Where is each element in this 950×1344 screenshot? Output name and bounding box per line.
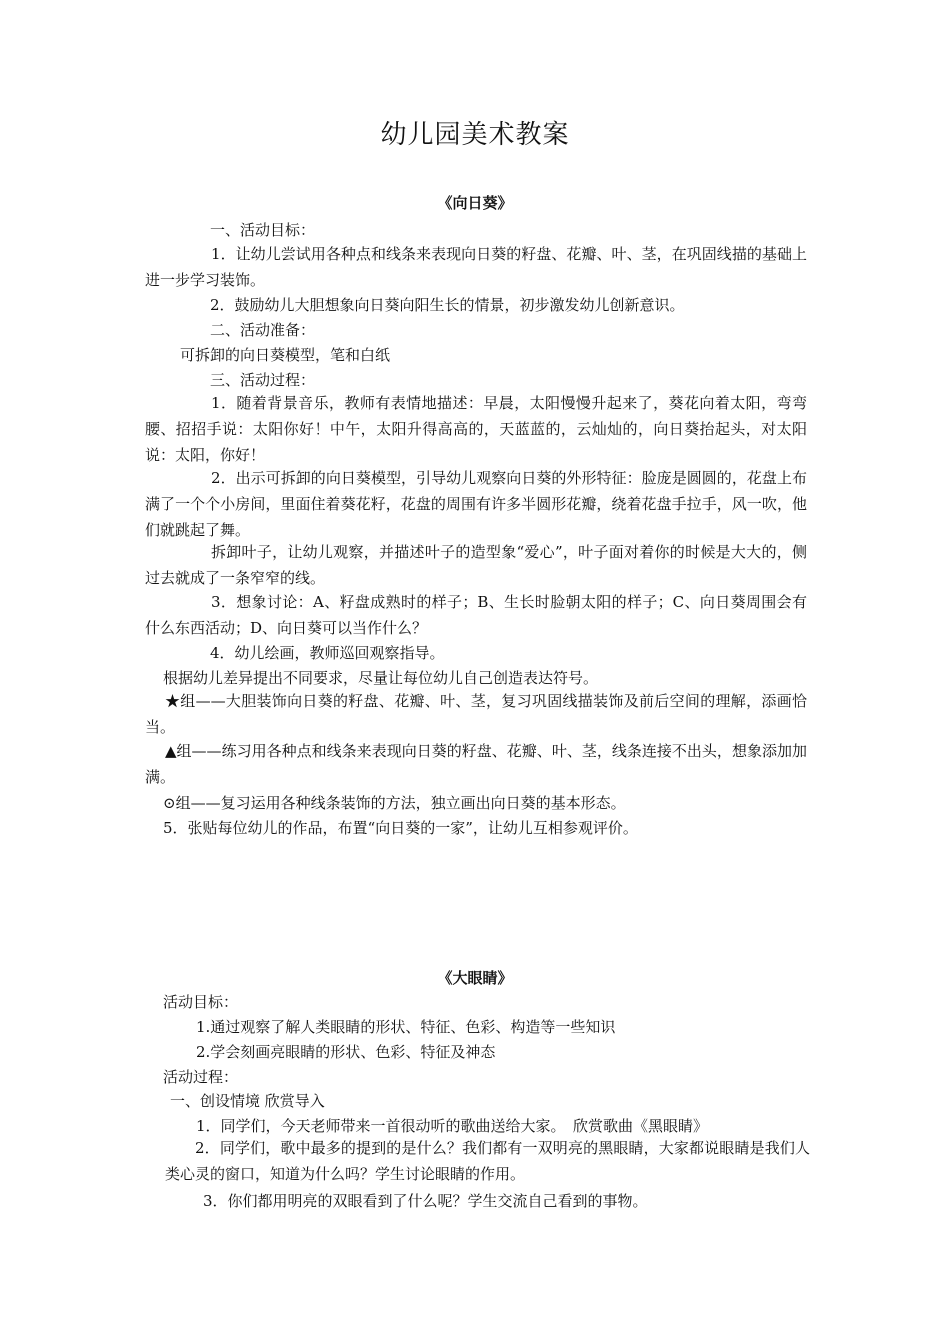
process-step: 2．同学们，歌中最多的提到的是什么？我们都有一双明亮的黑眼睛，大家都说眼睛是我们人类心灵的窗口，知道为什么吗？学生讨论眼睛的作用。 xyxy=(165,1139,810,1183)
process-step: 拆卸叶子，让幼儿观察，并描述叶子的造型象“爱心”，叶子面对着你的时候是大大的，侧过去就成了一条窄窄的线。 xyxy=(145,543,807,587)
section-heading: 活动过程： xyxy=(163,1068,239,1086)
part-heading: 一、创设情境 欣赏导入 xyxy=(170,1092,325,1110)
preparation-text: 可拆卸的向日葵模型，笔和白纸 xyxy=(180,346,391,364)
goal-item: 1.通过观察了解人类眼睛的形状、特征、色彩、构造等一些知识 xyxy=(196,1018,616,1036)
group-circle: ⊙组——复习运用各种线条装饰的方法，独立画出向日葵的基本形态。 xyxy=(163,794,626,812)
lesson-title: 《向日葵》 xyxy=(437,194,513,212)
process-step: 3．想象讨论：A、籽盘成熟时的样子；B、生长时脸朝太阳的样子；C、向日葵周围会有什么东西活动；D、向日葵可以当作什么？ xyxy=(145,593,807,637)
process-step: 4．幼儿绘画，教师巡回观察指导。 xyxy=(210,644,445,662)
section-heading: 一、活动目标： xyxy=(210,221,316,239)
section-heading: 活动目标： xyxy=(163,993,239,1011)
process-step: 5．张贴每位幼儿的作品，布置“向日葵的一家”，让幼儿互相参观评价。 xyxy=(163,819,638,837)
process-note: 根据幼儿差异提出不同要求，尽量让每位幼儿自己创造表达符号。 xyxy=(163,669,599,687)
goal-item: 2.学会刻画亮眼睛的形状、色彩、特征及神态 xyxy=(196,1043,496,1061)
process-step: 3．你们都用明亮的双眼看到了什么呢？学生交流自己看到的事物。 xyxy=(203,1192,648,1210)
goal-item: 1．让幼儿尝试用各种点和线条来表现向日葵的籽盘、花瓣、叶、茎，在巩固线描的基础上进一步学习装饰。 xyxy=(145,245,807,289)
process-step: 1．同学们，今天老师带来一首很动听的歌曲送给大家。 欣赏歌曲《黑眼睛》 xyxy=(196,1117,709,1135)
section-heading: 二、活动准备： xyxy=(210,321,316,339)
process-step: 2．出示可拆卸的向日葵模型，引导幼儿观察向日葵的外形特征：脸庞是圆圆的，花盘上布满了一个个小房间，里面住着葵花籽，花盘的周围有许多半圆形花瓣，绕着花盘手拉手，风一吹，他们就跳起了舞。 xyxy=(145,469,807,539)
group-star: ★组——大胆装饰向日葵的籽盘、花瓣、叶、茎，复习巩固线描装饰及前后空间的理解，添画恰当。 xyxy=(145,692,807,736)
lesson-title: 《大眼睛》 xyxy=(437,969,513,987)
document-title: 幼儿园美术教案 xyxy=(380,120,570,150)
group-triangle: ▲组——练习用各种点和线条来表现向日葵的籽盘、花瓣、叶、茎，线条连接不出头，想象添加加满。 xyxy=(145,742,807,786)
section-heading: 三、活动过程： xyxy=(210,371,316,389)
goal-item: 2．鼓励幼儿大胆想象向日葵向阳生长的情景，初步激发幼儿创新意识。 xyxy=(210,296,685,314)
process-step: 1．随着背景音乐，教师有表情地描述：早晨，太阳慢慢升起来了，葵花向着太阳，弯弯腰、招招手说：太阳你好！中午，太阳升得高高的，天蓝蓝的，云灿灿的，向日葵抬起头，对太阳说：太阳，你好！ xyxy=(145,394,807,464)
